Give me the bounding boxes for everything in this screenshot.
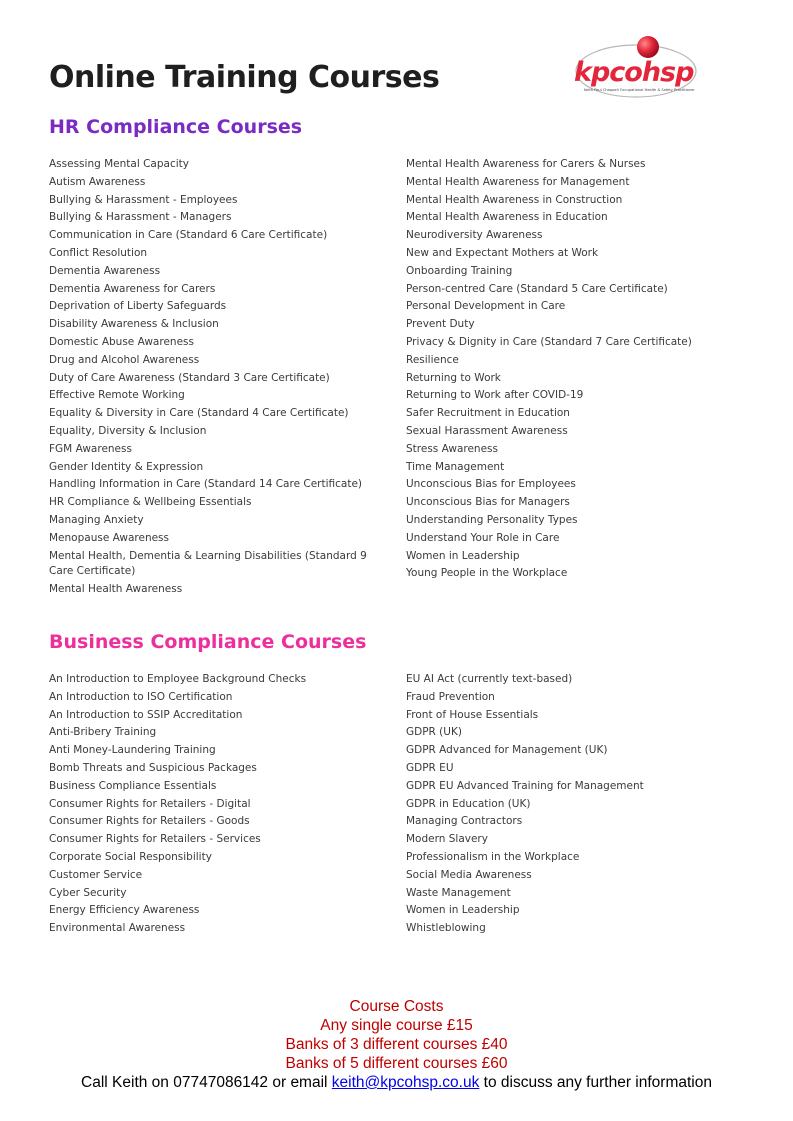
course-item: Bullying & Harassment - Employees — [49, 193, 238, 206]
course-item: Women in Leadership — [406, 549, 520, 562]
course-item: Unconscious Bias for Managers — [406, 496, 570, 509]
cost-single: Any single course £15 — [320, 1017, 473, 1034]
course-item: Environmental Awareness — [49, 922, 186, 935]
course-item: An Introduction to Employee Background Checks — [49, 673, 307, 685]
course-item: GDPR (UK) — [406, 726, 462, 739]
cost-bank-5: Banks of 5 different courses £60 — [285, 1055, 508, 1072]
course-item: Resilience — [406, 353, 459, 366]
course-item: HR Compliance & Wellbeing Essentials — [49, 496, 252, 509]
page-title: Online Training Courses — [49, 60, 440, 95]
course-item: Stress Awareness — [406, 442, 498, 455]
course-item: Mental Health Awareness in Construction — [406, 193, 623, 206]
course-item: Mental Health, Dementia & Learning Disabilities (Standard 9 Care Certificate) — [49, 549, 367, 577]
course-item: Modern Slavery — [406, 833, 488, 846]
course-item: Corporate Social Responsibility — [49, 850, 212, 863]
course-item: Safer Recruitment in Education — [406, 407, 570, 420]
course-item: Prevent Duty — [406, 318, 475, 331]
course-item: An Introduction to SSIP Accreditation — [49, 708, 243, 721]
course-item: An Introduction to ISO Certification — [49, 690, 233, 703]
course-item: Mental Health Awareness for Management — [406, 175, 630, 188]
course-item: Onboarding Training — [406, 264, 513, 277]
course-item: Consumer Rights for Retailers - Services — [49, 833, 261, 846]
course-item: Handling Information in Care (Standard 14 Care Certificate) — [49, 478, 363, 491]
course-item: Disability Awareness & Inclusion — [49, 318, 219, 331]
email-link[interactable]: keith@kpcohsp.co.uk — [331, 1074, 480, 1091]
business-courses-left — [49, 671, 389, 938]
course-item: Assessing Mental Capacity — [49, 158, 189, 170]
course-item: Autism Awareness — [49, 175, 146, 188]
course-item: Anti-Bribery Training — [49, 726, 157, 739]
course-item: Neurodiversity Awareness — [406, 229, 543, 242]
svg-text:kpcohsp: kpcohsp — [574, 57, 694, 88]
course-item: GDPR in Education (UK) — [406, 797, 531, 810]
course-item: Energy Efficiency Awareness — [49, 904, 200, 917]
course-item: Fraud Prevention — [406, 690, 495, 703]
course-item: Drug and Alcohol Awareness — [49, 353, 200, 366]
course-item: Understanding Personality Types — [406, 513, 578, 526]
course-item: GDPR EU — [406, 761, 454, 774]
course-item: Conflict Resolution — [49, 246, 148, 259]
course-item: Dementia Awareness for Carers — [49, 282, 216, 295]
course-item: Unconscious Bias for Employees — [406, 478, 576, 491]
company-logo — [570, 33, 705, 105]
course-item: Social Media Awareness — [406, 868, 532, 881]
course-item: Person-centred Care (Standard 5 Care Certificate) — [406, 282, 668, 295]
course-item: Women in Leadership — [406, 904, 520, 917]
contact-prefix: Call Keith on 07747086142 or email — [81, 1074, 332, 1091]
course-item: Cyber Security — [49, 886, 127, 899]
course-item: Menopause Awareness — [49, 531, 170, 544]
course-item: Consumer Rights for Retailers - Digital — [49, 797, 251, 810]
cost-bank-3: Banks of 3 different courses £40 — [285, 1036, 508, 1053]
course-item: Dementia Awareness — [49, 264, 161, 277]
business-courses-right — [406, 671, 766, 938]
course-item: New and Expectant Mothers at Work — [406, 246, 599, 259]
course-item: Equality & Diversity in Care (Standard 4 Care Certificate) — [49, 407, 349, 420]
course-item: Anti Money-Laundering Training — [49, 744, 216, 757]
course-item: GDPR EU Advanced Training for Management — [406, 779, 644, 792]
course-item: Duty of Care Awareness (Standard 3 Care Certificate) — [49, 371, 330, 384]
course-item: Consumer Rights for Retailers - Goods — [49, 815, 250, 828]
course-item: Bomb Threats and Suspicious Packages — [49, 761, 257, 774]
contact-line — [0, 1073, 793, 1092]
course-item: FGM Awareness — [49, 442, 132, 455]
course-item: Understand Your Role in Care — [406, 531, 560, 544]
course-item: Front of House Essentials — [406, 708, 539, 721]
course-item: Young People in the Workplace — [406, 567, 568, 580]
course-item: Deprivation of Liberty Safeguards — [49, 300, 227, 313]
course-item: Gender Identity & Expression — [49, 460, 204, 473]
course-item: Equality, Diversity & Inclusion — [49, 424, 207, 437]
costs-heading: Course Costs — [349, 998, 444, 1015]
course-item: Mental Health Awareness — [49, 582, 183, 595]
course-item: Sexual Harassment Awareness — [406, 424, 568, 437]
course-item: Privacy & Dignity in Care (Standard 7 Care Certificate) — [406, 335, 692, 348]
svg-text:Keith Paul Chappell Occupation: Keith Paul Chappell Occupational Health & Safety Practitioner — [584, 88, 695, 92]
course-item: Communication in Care (Standard 6 Care Certificate) — [49, 229, 328, 242]
course-item: Mental Health Awareness for Carers & Nurses — [406, 158, 646, 170]
course-item: Bullying & Harassment - Managers — [49, 211, 232, 224]
course-item: Managing Anxiety — [49, 513, 144, 526]
course-item: Time Management — [406, 460, 505, 473]
hr-courses-left — [49, 156, 389, 598]
course-item: Returning to Work — [406, 371, 501, 384]
course-item: Personal Development in Care — [406, 300, 566, 313]
course-item: Customer Service — [49, 868, 143, 881]
course-item: EU AI Act (currently text-based) — [406, 673, 573, 685]
course-item: Mental Health Awareness in Education — [406, 211, 608, 224]
hr-courses-right — [406, 156, 766, 583]
course-item: Whistleblowing — [406, 922, 486, 935]
contact-suffix: to discuss any further information — [479, 1074, 712, 1091]
course-costs — [0, 997, 793, 1073]
course-item: Managing Contractors — [406, 815, 523, 828]
course-item: GDPR Advanced for Management (UK) — [406, 744, 608, 757]
course-item: Returning to Work after COVID-19 — [406, 389, 584, 402]
course-item: Effective Remote Working — [49, 389, 185, 402]
course-item: Domestic Abuse Awareness — [49, 335, 194, 348]
hr-section-title: HR Compliance Courses — [49, 116, 303, 138]
course-item: Waste Management — [406, 886, 511, 899]
business-section-title: Business Compliance Courses — [49, 631, 367, 653]
course-item: Professionalism in the Workplace — [406, 850, 580, 863]
course-item: Business Compliance Essentials — [49, 779, 217, 792]
